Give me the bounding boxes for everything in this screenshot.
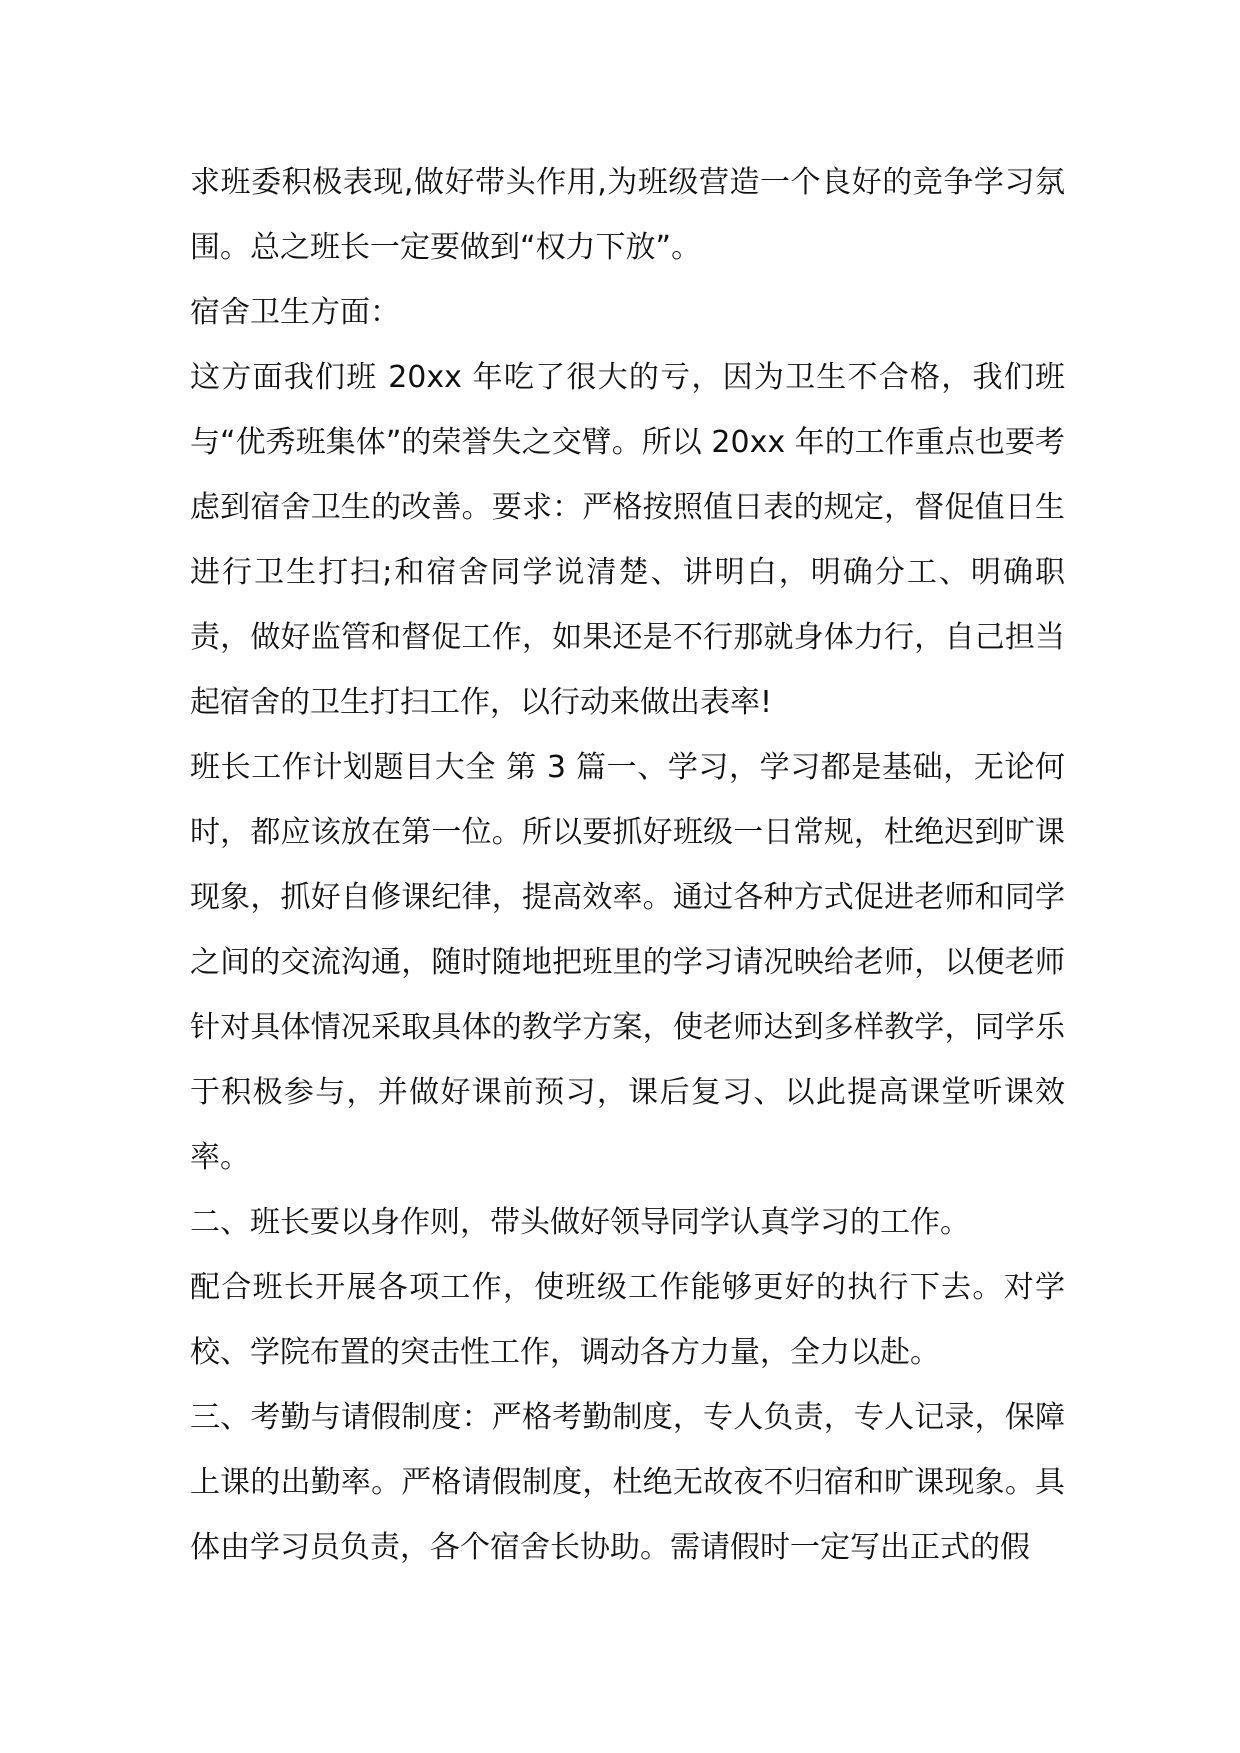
paragraph-dorm-hygiene: 这方面我们班 20xx 年吃了很大的亏，因为卫生不合格，我们班与“优秀班集体”的荣誉失之交臂。所以 20xx 年的工作重点也要考虑到宿舍卫生的改善。要求：严格按照值日表的规定，督促值日生进行卫生打扫;和宿舍同学说清楚、讲明白，明确分工、明确职责，做好监管和督促工作，如果还是不行那就身体力行，自己担当起宿舍的卫生打扫工作，以行动来做出表率!	[190, 360, 1065, 720]
paragraph-attendance: 三、考勤与请假制度：严格考勤制度，专人负责，专人记录，保障上课的出勤率。严格请假制度，杜绝无故夜不归宿和旷课现象。具体由学习员负责，各个宿舍长协助。需请假时一定写出正式的假	[190, 1400, 1065, 1565]
paragraph-cooperation: 配合班长开展各项工作，使班级工作能够更好的执行下去。对学校、学院布置的突击性工作，调动各方力量，全力以赴。	[190, 1270, 1065, 1370]
paragraph-class-committee: 求班委积极表现,做好带头作用,为班级营造一个良好的竞争学习氛围。总之班长一定要做到“权力下放”。	[190, 165, 1065, 265]
paragraph-study: 班长工作计划题目大全 第 3 篇一、学习，学习都是基础，无论何时，都应该放在第一位。所以要抓好班级一日常规，杜绝迟到旷课现象，抓好自修课纪律，提高效率。通过各种方式促进老师和同学之间的交流沟通，随时随地把班里的学习请况映给老师，以便老师针对具体情况采取具体的教学方案，使老师达到多样教学，同学乐于积极参与，并做好课前预习，课后复习、以此提高课堂听课效率。	[190, 750, 1065, 1175]
paragraph-dorm-hygiene-heading: 宿舍卫生方面：	[190, 295, 400, 330]
paragraph-monitor-example: 二、班长要以身作则，带头做好领导同学认真学习的工作。	[190, 1205, 970, 1240]
document-body	[190, 150, 1065, 1580]
